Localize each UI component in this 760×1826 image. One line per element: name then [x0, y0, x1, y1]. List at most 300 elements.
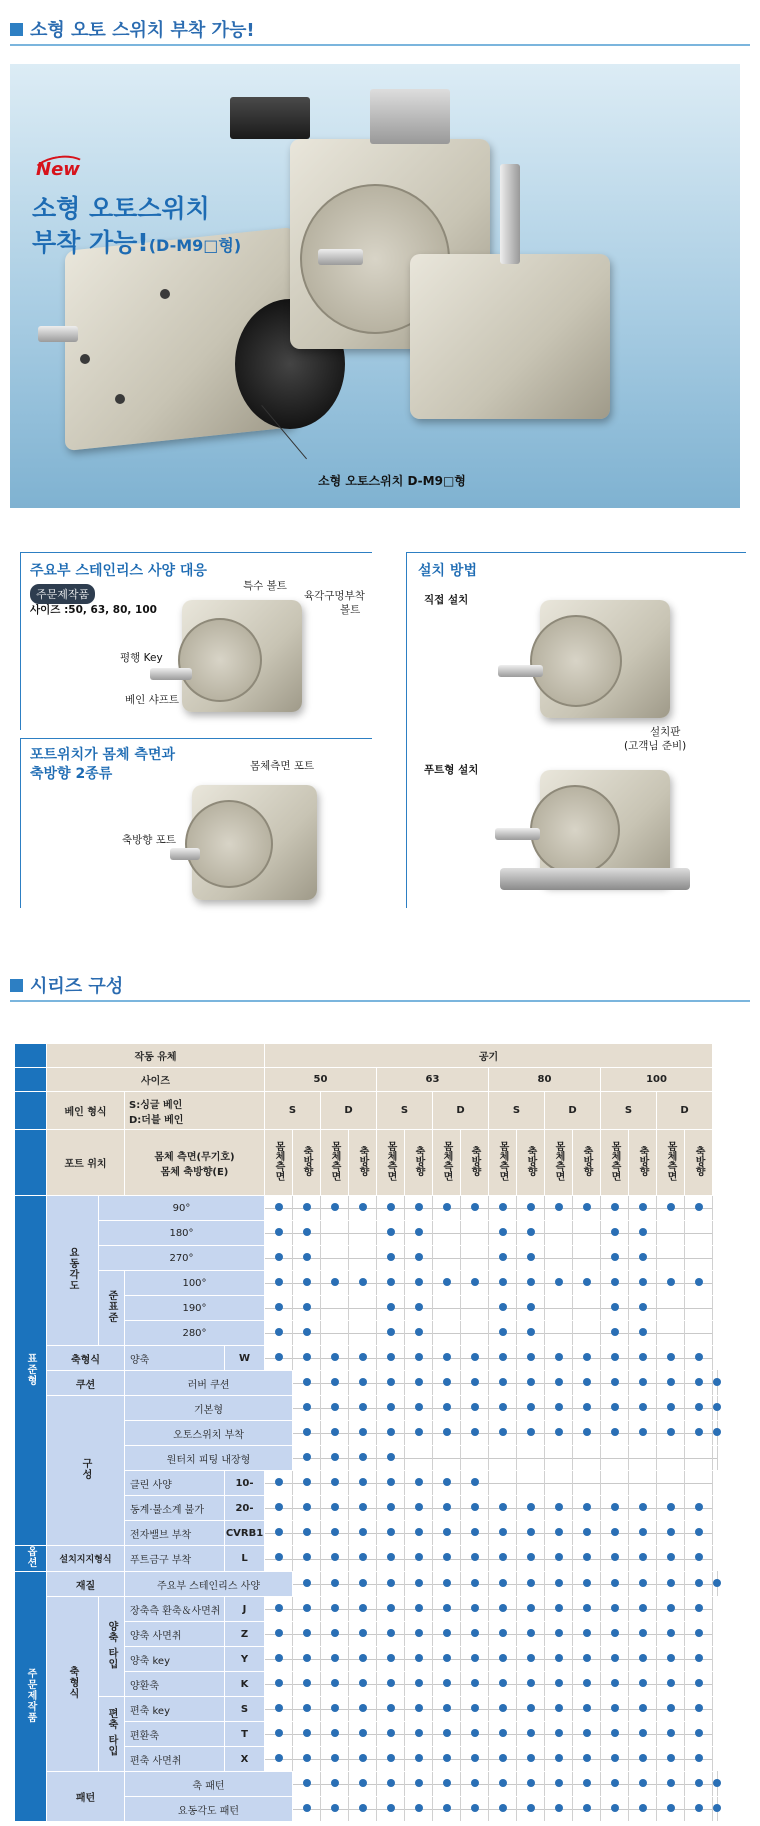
availability-dot [387, 1679, 395, 1687]
square-bullet-icon [10, 979, 23, 992]
availability-dot [695, 1203, 703, 1211]
availability-cell [405, 1622, 433, 1647]
availability-cell [461, 1496, 489, 1521]
availability-dot [387, 1804, 395, 1812]
availability-cell [405, 1421, 433, 1446]
availability-cell [657, 1797, 685, 1822]
availability-dot [303, 1228, 311, 1236]
availability-dot [415, 1353, 423, 1361]
availability-cell [573, 1296, 601, 1321]
availability-cell [545, 1572, 573, 1597]
size-list: 사이즈 :50, 63, 80, 100 [30, 604, 157, 616]
availability-dot [303, 1453, 311, 1461]
availability-cell [377, 1246, 405, 1271]
availability-cell [461, 1572, 489, 1597]
availability-cell [349, 1421, 377, 1446]
availability-cell [433, 1321, 461, 1346]
availability-dot [331, 1528, 339, 1536]
availability-cell [601, 1722, 629, 1747]
availability-cell [629, 1597, 657, 1622]
availability-dot [443, 1704, 451, 1712]
availability-cell [349, 1622, 377, 1647]
availability-cell [321, 1647, 349, 1672]
availability-cell [517, 1722, 545, 1747]
row-label: 양환축 [125, 1672, 225, 1697]
availability-dot [359, 1754, 367, 1762]
availability-cell [293, 1722, 321, 1747]
availability-cell [405, 1296, 433, 1321]
availability-dot [387, 1654, 395, 1662]
availability-dot [359, 1654, 367, 1662]
availability-dot [331, 1453, 339, 1461]
availability-cell [349, 1471, 377, 1496]
availability-cell [265, 1296, 293, 1321]
availability-cell [377, 1421, 405, 1446]
availability-dot [611, 1579, 619, 1587]
availability-dot [331, 1629, 339, 1637]
availability-dot [667, 1729, 675, 1737]
availability-cell [265, 1246, 293, 1271]
availability-cell [545, 1521, 573, 1546]
availability-dot [275, 1704, 283, 1712]
vane-type: D [657, 1092, 713, 1130]
row-label: 190° [125, 1296, 265, 1321]
availability-dot [275, 1328, 283, 1336]
availability-dot [387, 1453, 395, 1461]
availability-cell [349, 1496, 377, 1521]
availability-dot [387, 1528, 395, 1536]
availability-dot [499, 1729, 507, 1737]
availability-dot [303, 1203, 311, 1211]
size-header: 80 [489, 1068, 601, 1092]
availability-dot [499, 1203, 507, 1211]
row-label: 270° [99, 1246, 265, 1271]
availability-dot [387, 1203, 395, 1211]
port-header [265, 1130, 293, 1196]
availability-cell [321, 1446, 349, 1471]
availability-cell [433, 1647, 461, 1672]
availability-cell [573, 1772, 601, 1797]
availability-cell [321, 1672, 349, 1697]
availability-cell [629, 1672, 657, 1697]
availability-cell [293, 1797, 321, 1822]
availability-cell [377, 1496, 405, 1521]
row-label: 전자밸브 부착 [125, 1521, 225, 1546]
availability-dot [583, 1353, 591, 1361]
row-label: 양축 사면취 [125, 1622, 225, 1647]
port-header [349, 1130, 377, 1196]
availability-cell [349, 1271, 377, 1296]
port-header-text: 몸체측면 [441, 1141, 452, 1181]
availability-dot [331, 1704, 339, 1712]
availability-cell [629, 1572, 657, 1597]
availability-dot [443, 1629, 451, 1637]
availability-dot [359, 1604, 367, 1612]
availability-dot [415, 1328, 423, 1336]
availability-dot [443, 1203, 451, 1211]
bolt [115, 394, 125, 404]
port-header-text: 축방향 [581, 1146, 592, 1176]
availability-cell [377, 1446, 405, 1471]
side-cell [15, 1044, 47, 1068]
availability-dot [695, 1804, 703, 1812]
availability-dot [499, 1704, 507, 1712]
availability-dot [387, 1378, 395, 1386]
availability-dot [471, 1704, 479, 1712]
availability-cell [601, 1496, 629, 1521]
subgroup-single_shaft [99, 1697, 125, 1772]
shaft [495, 828, 540, 840]
availability-dot [695, 1754, 703, 1762]
availability-dot [471, 1403, 479, 1411]
availability-dot [667, 1353, 675, 1361]
label-vane-shaft: 베인 샤프트 [125, 694, 180, 706]
availability-cell [489, 1496, 517, 1521]
availability-cell [489, 1371, 517, 1396]
availability-dot [499, 1629, 507, 1637]
availability-dot [415, 1478, 423, 1486]
shaft [170, 848, 200, 860]
bolt [160, 289, 170, 299]
availability-dot [583, 1654, 591, 1662]
availability-cell [321, 1572, 349, 1597]
availability-dot [667, 1679, 675, 1687]
availability-cell [349, 1221, 377, 1246]
availability-cell [601, 1697, 629, 1722]
availability-cell [517, 1622, 545, 1647]
availability-cell [601, 1221, 629, 1246]
availability-dot [527, 1353, 535, 1361]
availability-dot [527, 1428, 535, 1436]
availability-dot [275, 1353, 283, 1361]
availability-dot [303, 1754, 311, 1762]
availability-dot [359, 1679, 367, 1687]
availability-cell [293, 1396, 321, 1421]
availability-dot [499, 1804, 507, 1812]
availability-dot [611, 1553, 619, 1561]
availability-cell [517, 1271, 545, 1296]
availability-cell [377, 1271, 405, 1296]
availability-cell [433, 1296, 461, 1321]
solenoid-valve [370, 89, 450, 144]
availability-dot [695, 1679, 703, 1687]
availability-dot [667, 1604, 675, 1612]
side-group [15, 1572, 47, 1822]
availability-dot [527, 1804, 535, 1812]
availability-dot [527, 1729, 535, 1737]
port-header-text: 축방향 [693, 1146, 705, 1176]
availability-dot [415, 1804, 423, 1812]
availability-dot [555, 1604, 563, 1612]
availability-dot [303, 1604, 311, 1612]
availability-dot [471, 1428, 479, 1436]
availability-dot [303, 1403, 311, 1411]
availability-cell [685, 1722, 713, 1747]
availability-cell [545, 1246, 573, 1271]
availability-dot [303, 1303, 311, 1311]
availability-cell [517, 1672, 545, 1697]
availability-cell [573, 1572, 601, 1597]
availability-cell [349, 1371, 377, 1396]
shaft [498, 665, 543, 677]
row-label: 오토스위치 부착 [125, 1421, 293, 1446]
availability-dot [499, 1228, 507, 1236]
availability-cell [321, 1246, 349, 1271]
row-code: W [225, 1346, 265, 1371]
availability-dot [639, 1804, 647, 1812]
availability-dot [695, 1704, 703, 1712]
availability-cell [489, 1446, 517, 1471]
row-label: 편축 key [125, 1697, 225, 1722]
availability-cell [685, 1521, 713, 1546]
availability-cell [461, 1471, 489, 1496]
availability-dot [331, 1553, 339, 1561]
availability-cell [517, 1446, 545, 1471]
availability-cell [293, 1622, 321, 1647]
availability-cell [629, 1346, 657, 1371]
availability-dot [555, 1203, 563, 1211]
availability-cell [433, 1546, 461, 1572]
availability-dot [303, 1478, 311, 1486]
availability-cell [293, 1747, 321, 1772]
availability-cell [629, 1196, 657, 1221]
availability-dot [611, 1704, 619, 1712]
availability-cell [601, 1196, 629, 1221]
availability-dot [275, 1503, 283, 1511]
availability-cell [405, 1521, 433, 1546]
availability-cell [265, 1597, 293, 1622]
row-label: 편환축 [125, 1722, 225, 1747]
availability-cell [433, 1396, 461, 1421]
availability-dot [499, 1278, 507, 1286]
availability-cell [573, 1396, 601, 1421]
availability-cell [461, 1797, 489, 1822]
port-header-text: 축방향 [525, 1146, 536, 1176]
availability-dot [387, 1754, 395, 1762]
availability-cell [321, 1597, 349, 1622]
availability-dot [443, 1754, 451, 1762]
availability-cell [545, 1697, 573, 1722]
availability-cell [377, 1647, 405, 1672]
availability-dot [331, 1779, 339, 1787]
availability-cell [573, 1722, 601, 1747]
availability-cell [517, 1346, 545, 1371]
availability-cell [377, 1371, 405, 1396]
availability-dot [611, 1604, 619, 1612]
port-header [685, 1130, 713, 1196]
availability-cell [433, 1421, 461, 1446]
availability-cell [685, 1196, 713, 1221]
availability-cell [545, 1772, 573, 1797]
availability-dot [611, 1679, 619, 1687]
vane-type: D [433, 1092, 489, 1130]
row-label: 90° [99, 1196, 265, 1221]
availability-cell [657, 1221, 685, 1246]
availability-dot [359, 1403, 367, 1411]
availability-cell [349, 1672, 377, 1697]
availability-cell [657, 1321, 685, 1346]
availability-cell [657, 1346, 685, 1371]
availability-dot [583, 1503, 591, 1511]
availability-cell [629, 1546, 657, 1572]
availability-dot [471, 1203, 479, 1211]
availability-cell [545, 1797, 573, 1822]
group-material: 재질 [47, 1572, 125, 1597]
availability-cell [545, 1672, 573, 1697]
availability-dot [443, 1503, 451, 1511]
availability-cell [629, 1647, 657, 1672]
availability-dot [359, 1779, 367, 1787]
fluid-value: 공기 [265, 1044, 713, 1068]
availability-dot [331, 1278, 339, 1286]
availability-cell [377, 1296, 405, 1321]
availability-cell [433, 1697, 461, 1722]
availability-dot [471, 1528, 479, 1536]
availability-dot [331, 1478, 339, 1486]
availability-cell [461, 1346, 489, 1371]
availability-dot [713, 1378, 721, 1386]
availability-dot [527, 1403, 535, 1411]
row-code: K [225, 1672, 265, 1697]
availability-cell [601, 1546, 629, 1572]
availability-dot [443, 1654, 451, 1662]
port-header [629, 1130, 657, 1196]
availability-cell [321, 1321, 349, 1346]
availability-cell [321, 1396, 349, 1421]
availability-cell [461, 1521, 489, 1546]
availability-dot [443, 1679, 451, 1687]
availability-cell [545, 1321, 573, 1346]
availability-cell [517, 1296, 545, 1321]
availability-cell [657, 1722, 685, 1747]
fluid-label: 작동 유체 [47, 1044, 265, 1068]
availability-dot [499, 1679, 507, 1687]
availability-cell [713, 1572, 718, 1597]
availability-cell [377, 1221, 405, 1246]
availability-dot [471, 1278, 479, 1286]
availability-cell [517, 1797, 545, 1822]
availability-cell [405, 1446, 433, 1471]
availability-cell [433, 1271, 461, 1296]
availability-dot [583, 1403, 591, 1411]
label-special-bolt: 특수 볼트 [243, 580, 287, 592]
availability-dot [387, 1253, 395, 1261]
availability-cell [489, 1396, 517, 1421]
availability-dot [359, 1579, 367, 1587]
availability-dot [275, 1303, 283, 1311]
availability-dot [415, 1654, 423, 1662]
availability-dot [527, 1579, 535, 1587]
availability-cell [517, 1371, 545, 1396]
availability-cell [489, 1747, 517, 1772]
port-header-text: 몸체측면 [553, 1141, 564, 1181]
availability-dot [611, 1228, 619, 1236]
availability-cell [265, 1647, 293, 1672]
availability-dot [303, 1528, 311, 1536]
availability-dot [359, 1278, 367, 1286]
availability-dot [415, 1704, 423, 1712]
solenoid-valve [230, 97, 310, 139]
availability-cell [489, 1321, 517, 1346]
availability-cell [461, 1296, 489, 1321]
row-label: 클린 사양 [125, 1471, 225, 1496]
availability-cell [377, 1672, 405, 1697]
bolt [80, 354, 90, 364]
section-header-autoswitch [10, 16, 255, 42]
availability-dot [611, 1503, 619, 1511]
availability-cell [489, 1722, 517, 1747]
availability-dot [415, 1604, 423, 1612]
vane-desc-line: D:더블 베인 [129, 1114, 184, 1126]
availability-dot [639, 1729, 647, 1737]
availability-cell [293, 1597, 321, 1622]
vane-type: S [489, 1092, 545, 1130]
availability-dot [583, 1679, 591, 1687]
availability-cell [405, 1196, 433, 1221]
availability-cell [657, 1747, 685, 1772]
availability-cell [545, 1296, 573, 1321]
availability-dot [275, 1754, 283, 1762]
availability-dot [387, 1729, 395, 1737]
availability-cell [461, 1421, 489, 1446]
availability-cell [517, 1221, 545, 1246]
availability-dot [275, 1228, 283, 1236]
group-pattern: 패턴 [47, 1772, 125, 1822]
availability-cell [545, 1196, 573, 1221]
availability-cell [601, 1747, 629, 1772]
availability-dot [527, 1654, 535, 1662]
side-cell [15, 1092, 47, 1130]
availability-dot [359, 1428, 367, 1436]
section-header-series [10, 972, 123, 998]
availability-cell [321, 1496, 349, 1521]
availability-cell [573, 1672, 601, 1697]
availability-cell [685, 1622, 713, 1647]
availability-cell [517, 1321, 545, 1346]
availability-cell [405, 1496, 433, 1521]
availability-cell [349, 1321, 377, 1346]
availability-dot [695, 1278, 703, 1286]
availability-dot [415, 1303, 423, 1311]
availability-cell [685, 1672, 713, 1697]
group-label: 축형식 [67, 1666, 78, 1699]
availability-dot [359, 1804, 367, 1812]
autoswitch-label: 소형 오토스위치 D-M9□형 [318, 474, 466, 488]
availability-cell [293, 1471, 321, 1496]
availability-cell [685, 1647, 713, 1672]
availability-cell [685, 1546, 713, 1572]
availability-cell [405, 1672, 433, 1697]
availability-dot [611, 1253, 619, 1261]
availability-dot [303, 1704, 311, 1712]
availability-cell [657, 1697, 685, 1722]
availability-dot [331, 1654, 339, 1662]
availability-dot [555, 1629, 563, 1637]
availability-cell [433, 1221, 461, 1246]
availability-cell [573, 1747, 601, 1772]
availability-cell [657, 1597, 685, 1622]
availability-cell [433, 1446, 461, 1471]
availability-cell [461, 1772, 489, 1797]
availability-dot [359, 1553, 367, 1561]
availability-cell [489, 1296, 517, 1321]
availability-dot [527, 1754, 535, 1762]
foot-install-label: 푸트형 설치 [424, 764, 479, 776]
availability-dot [527, 1203, 535, 1211]
availability-dot [387, 1704, 395, 1712]
row-code: Z [225, 1622, 265, 1647]
port-header-text: 축방향 [301, 1146, 312, 1176]
